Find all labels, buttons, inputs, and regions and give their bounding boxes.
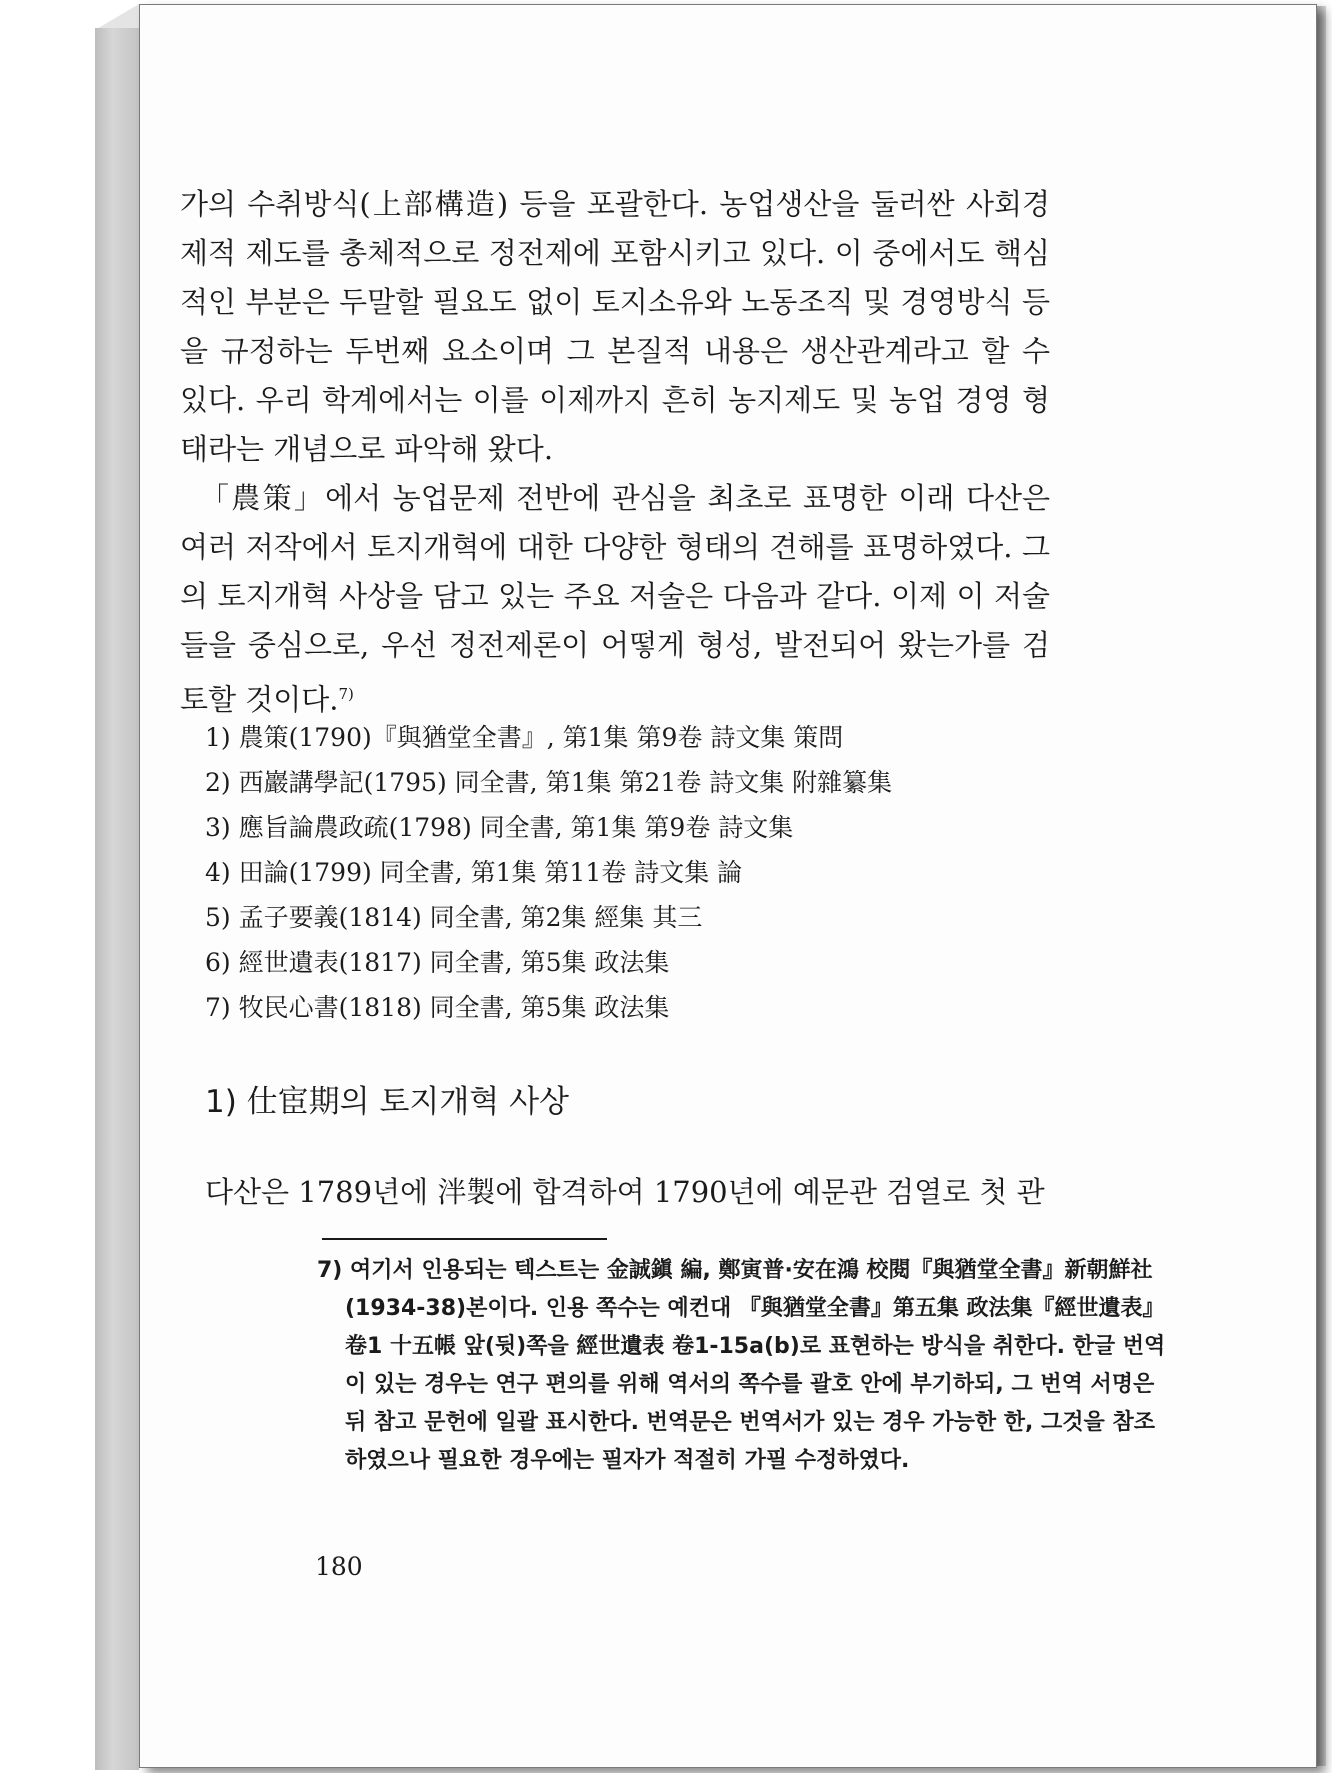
list-item: 7) 牧民心書(1818) 同全書, 第5集 政法集	[205, 993, 670, 1022]
book-spine	[95, 28, 139, 1770]
footnote-number: 7)	[317, 1258, 343, 1283]
footnote-text: 여기서 인용되는 텍스트는 金誠鎭 編, 鄭寅普·安在鴻 校閱『與猶堂全書』新朝鮮社(1934-38)본이다. 인용 쪽수는 예컨대 『與猶堂全書』第五集 政法集『經世遺表』卷1 十五帳 앞(뒷)쪽을 經世遺表 卷1-15a(b)로 표현하는 방식을 취한다. 한글 번역이 있는 경우는 연구 편의를 위해 역서의 쪽수를 괄호 안에 부기하되, 그 번역 서명은 뒤 참고 문헌에 일괄 표시한다. 번역문은 번역서가 있는 경우 가능한 한, 그것을 참조하였으나 필요한 경우에는 필자가 적절히 가필 수정하였다.	[345, 1258, 1166, 1473]
section-first-line: 다산은 1789년에 泮製에 합격하여 1790년에 예문관 검열로 첫 관	[205, 1175, 1045, 1209]
section-heading: 1) 仕宦期의 토지개혁 사상	[205, 1084, 570, 1120]
reference-list	[180, 715, 1075, 1030]
list-item: 5) 孟子要義(1814) 同全書, 第2集 經集 其三	[205, 903, 703, 932]
book-spine-top	[95, 4, 139, 30]
page-number: 180	[315, 1552, 363, 1581]
footnote	[317, 1252, 1175, 1480]
paragraph-2-text: 「農策」에서 농업문제 전반에 관심을 최초로 표명한 이래 다산은 여러 저작에서 토지개혁에 대한 다양한 형태의 견해를 표명하였다. 그의 토지개혁 사상을 담고 있는 주요 저술은 다음과 같다. 이제 이 저술들을 중심으로, 우선 정전제론이 어떻게 형성, 발전되어 왔는가를 검토할 것이다.	[180, 481, 1050, 717]
paragraph-2	[180, 474, 1050, 725]
footnote-divider	[322, 1238, 607, 1240]
list-item: 2) 西巖講學記(1795) 同全書, 第1集 第21卷 詩文集 附雜纂集	[205, 768, 893, 797]
footnote-marker: 7)	[338, 685, 354, 703]
list-item: 3) 應旨論農政疏(1798) 同全書, 第1集 第9卷 詩文集	[205, 813, 794, 842]
paragraph-1: 가의 수취방식(上部構造) 등을 포괄한다. 농업생산을 둘러싼 사회경제적 제도를 총체적으로 정전제에 포함시키고 있다. 이 중에서도 핵심적인 부분은 두말할 필요도 없이 토지소유와 노동조직 및 경영방식 등을 규정하는 두번째 요소이며 그 본질적 내용은 생산관계라고 할 수 있다. 우리 학계에서는 이를 이제까지 흔히 농지제도 및 농업 경영 형태라는 개념으로 파악해 왔다.	[180, 187, 1050, 466]
list-item: 4) 田論(1799) 同全書, 第1集 第11卷 詩文集 論	[205, 858, 743, 887]
list-item: 6) 經世遺表(1817) 同全書, 第5集 政法集	[205, 948, 670, 977]
body-text	[180, 180, 1050, 725]
list-item: 1) 農策(1790)『與猶堂全書』, 第1集 第9卷 詩文集 策問	[205, 723, 844, 752]
